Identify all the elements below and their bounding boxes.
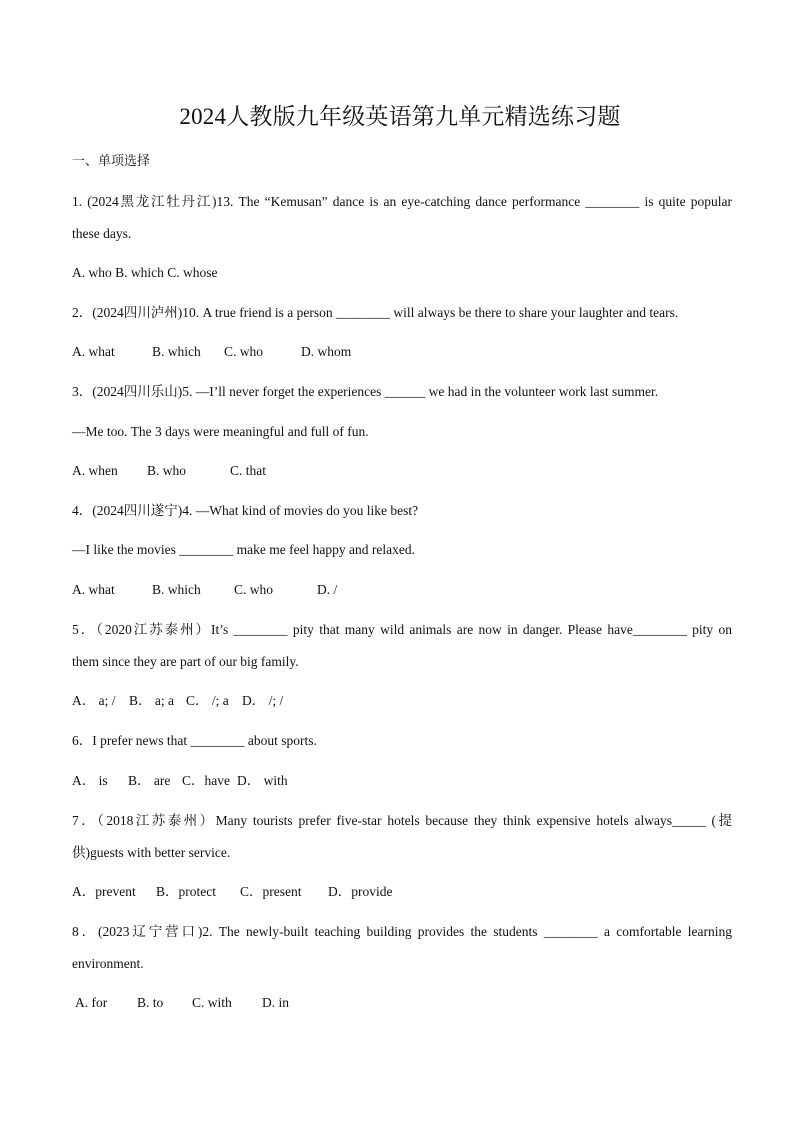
option-c: C．have (182, 773, 230, 788)
option-b: B．protect (156, 884, 216, 899)
question-2-stem: 2．(2024四川泸州)10. A true friend is a person ________ will always be there to share your laughter and tears. (72, 305, 679, 320)
question-4-stem-line-2: —I like the movies ________ make me feel happy and relaxed. (72, 542, 416, 557)
question-1-options: A. who B. which C. whose (72, 265, 218, 280)
option-c: C. who (224, 344, 264, 359)
option-b: B. which (152, 582, 201, 597)
question-8-stem-line-1: 8．(2023辽宁营口)2. The newly-built teaching building provides the students ________ a comfortable learning (72, 924, 732, 939)
question-5-stem-line-1: 5．（2020江苏泰州）It’s ________ pity that many wild animals are now in danger. Please have________ pity on (72, 622, 732, 637)
question-4-stem-line-1: 4．(2024四川遂宁)4. —What kind of movies do you like best? (72, 503, 419, 518)
option-c: C．present (240, 884, 302, 899)
option-d: D． /; / (242, 693, 284, 708)
option-d: D. / (317, 582, 338, 597)
option-d: D. in (262, 995, 289, 1010)
question-6-options (72, 772, 732, 790)
document-title: 2024人教版九年级英语第九单元精选练习题 (179, 104, 621, 129)
question-3-options (72, 462, 732, 480)
question-1-stem-line-2: these days. (72, 226, 132, 241)
option-c: C． /; a (186, 693, 229, 708)
question-3-stem-line-1: 3．(2024四川乐山)5. —I’ll never forget the experiences ______ we had in the volunteer work last summer. (72, 384, 659, 399)
question-4-options (72, 581, 732, 599)
option-d: D．provide (328, 884, 393, 899)
question-8-stem-line-2: environment. (72, 956, 144, 971)
question-5-stem-line-2: them since they are part of our big family. (72, 654, 299, 669)
question-5-options (72, 692, 732, 710)
option-a: A. when (72, 463, 118, 478)
option-a: A. what (72, 582, 115, 597)
option-d: D. whom (301, 344, 352, 359)
question-7-stem-line-2: 供)guests with better service. (72, 845, 231, 860)
option-c: C. who (234, 582, 274, 597)
question-8-options (75, 994, 735, 1012)
option-a: A．prevent (72, 884, 136, 899)
question-6-stem: 6．I prefer news that ________ about sports. (72, 733, 317, 748)
option-b: B. which (152, 344, 201, 359)
option-a: A． a; / (72, 693, 116, 708)
question-1-stem-line-1: 1. (2024黑龙江牡丹江)13. The “Kemusan” dance is an eye-catching dance performance ________ is quite popular (72, 194, 732, 209)
option-b: B. to (137, 995, 164, 1010)
option-b: B． are (128, 773, 171, 788)
option-a: A. for (75, 995, 108, 1010)
section-heading: 一、单项选择 (72, 153, 151, 168)
question-3-stem-line-2: —Me too. The 3 days were meaningful and full of fun. (72, 424, 369, 439)
option-b: B. who (147, 463, 187, 478)
option-d: D． with (237, 773, 288, 788)
question-7-options (72, 883, 732, 901)
option-c: C. that (230, 463, 266, 478)
option-a: A． is (72, 773, 108, 788)
option-a: A. what (72, 344, 115, 359)
question-2-options (72, 343, 732, 361)
option-b: B． a; a (129, 693, 174, 708)
option-c: C. with (192, 995, 232, 1010)
question-7-stem-line-1: 7．（2018江苏泰州）Many tourists prefer five-star hotels because they think expensive hotels always_____ (提 (72, 813, 732, 828)
